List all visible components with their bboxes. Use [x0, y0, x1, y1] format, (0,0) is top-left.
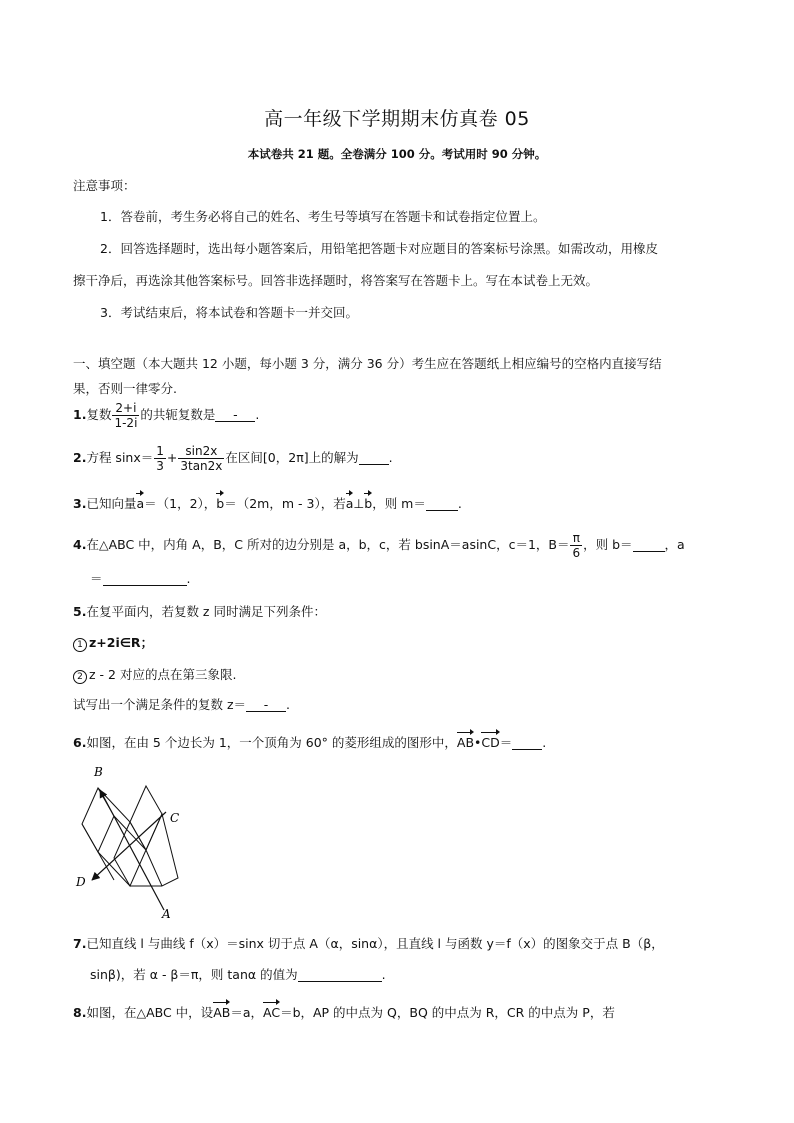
notice-item-3: 3．考试结束后，将本试卷和答题卡一并交回。: [100, 305, 358, 320]
question-5-cond-2: 2 z - 2 对应的点在第三象限.: [73, 665, 236, 684]
question-4: 4.在△ABC 中，内角 A，B，C 所对的边分别是 a，b，c，若 bsinA＝asinC，c＝1，B＝ $\frac{\pi}{6}$ ，则 b＝ ，a: [73, 531, 685, 560]
exam-subtitle: 本试卷共 21 题。全卷满分 100 分。考试用时 90 分钟。: [247, 147, 547, 161]
notice-heading: 注意事项：: [73, 178, 136, 193]
section-heading: 一、填空题（本大题共 12 小题，每小题 3 分，满分 36 分）考生应在答题纸上相应编号的空格内直接写结: [73, 356, 662, 371]
answer-blank[interactable]: -: [215, 408, 255, 422]
page-title: 高一年级下学期期末仿真卷 05: [264, 108, 530, 130]
answer-blank[interactable]: -: [246, 698, 286, 712]
label-a: A: [162, 907, 171, 921]
question-6: 6.如图，在由 5 个边长为 1，一个顶角为 60° 的菱形组成的图形中，AB•CD＝ .: [73, 735, 547, 750]
question-1: 1.复数 $\frac{2+i}{1-2i}$ 的共轭复数是 - .: [73, 401, 260, 430]
rhombus-figure: [70, 762, 200, 922]
label-d: D: [76, 875, 86, 889]
notice-item-2-cont: 擦干净后，再选涂其他答案标号。回答非选择题时，将答案写在答题卡上。写在本试卷上无效。: [73, 273, 599, 288]
answer-blank[interactable]: [359, 451, 389, 465]
rhombus-4: [114, 822, 146, 886]
question-7: 7.已知直线 l 与曲线 f（x）＝sinx 切于点 A（α，sinα），且直线 l 与函数 y＝f（x）的图象交于点 B（β，: [73, 936, 664, 951]
notice-item-2: 2．回答选择题时，选出每小题答案后，用铅笔把答题卡对应题目的答案标号涂黑。如需改动，用橡皮: [100, 241, 658, 256]
label-b: B: [94, 765, 103, 779]
answer-blank[interactable]: [512, 736, 542, 750]
answer-blank[interactable]: [426, 497, 458, 511]
question-2: 2.方程 sinx＝ $\frac{1}{3}$ + $\frac{\sin 2x}{3\tan 2x}$ 在区间[0，2π]上的解为 .: [73, 444, 393, 473]
section-heading-cont: 果，否则一律零分.: [73, 381, 177, 396]
answer-blank[interactable]: [633, 538, 665, 552]
answer-blank[interactable]: [103, 572, 187, 586]
question-4-cont: ＝ .: [90, 571, 191, 586]
answer-blank[interactable]: [298, 968, 382, 982]
label-c: C: [170, 811, 180, 825]
fraction: $\frac{2+i}{1-2i}$: [114, 401, 138, 430]
question-5-ask: 试写出一个满足条件的复数 z＝ - .: [73, 697, 291, 712]
vector-ab: [100, 790, 164, 910]
notice-item-1: 1．答卷前，考生务必将自己的姓名、考生号等填写在答题卡和试卷指定位置上。: [100, 209, 546, 224]
question-5-cond-1: 1 z+2i∈R；: [73, 633, 153, 652]
question-8: 8.如图，在△ABC 中，设AB＝a，AC＝b，AP 的中点为 Q，BQ 的中点为 R，CR 的中点为 P，若: [73, 1005, 615, 1020]
question-5: 5.在复平面内，若复数 z 同时满足下列条件：: [73, 604, 326, 619]
question-3: 3.已知向量a＝（1，2），b＝（2m，m - 3），若a⊥b，则 m＝ .: [73, 496, 462, 511]
question-7-cont: sinβ)，若 α - β＝π，则 tanα 的值为 .: [90, 967, 386, 982]
rhombus-1: [82, 788, 114, 852]
